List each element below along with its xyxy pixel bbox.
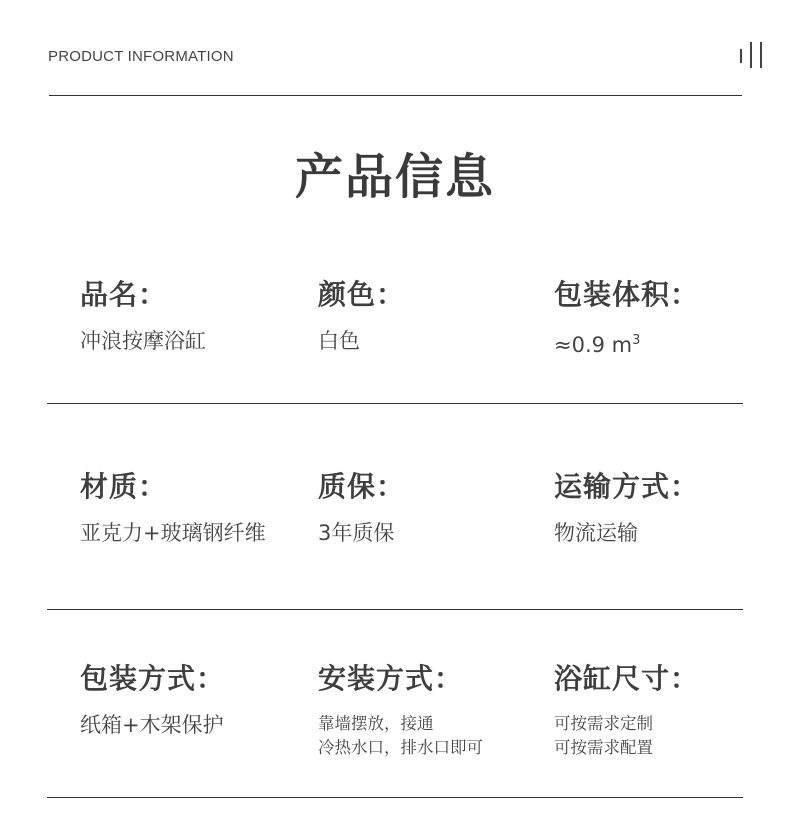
spec-value-line: 可按需求定制	[554, 714, 653, 733]
spec-label: 包装方式：	[80, 662, 226, 695]
spec-label: 包装体积：	[554, 278, 700, 311]
spec-value: 冲浪按摩浴缸	[80, 329, 206, 353]
page-title: 产品信息	[294, 149, 495, 205]
spec-value	[554, 712, 699, 760]
spec-installation	[318, 662, 483, 760]
row-divider	[47, 797, 743, 798]
spec-label: 质保：	[318, 470, 406, 503]
spec-value: 3年质保	[318, 521, 395, 545]
volume-value: ≈0.9 m	[554, 333, 633, 357]
spec-value-line: 靠墙摆放，接通	[318, 714, 434, 733]
spec-label: 安装方式：	[318, 662, 464, 695]
spec-value-line: 可按需求配置	[554, 738, 653, 757]
spec-value	[318, 712, 483, 760]
spec-label: 浴缸尺寸：	[554, 662, 700, 695]
spec-material	[80, 470, 266, 548]
spec-shipping	[554, 470, 699, 548]
spec-tub-size	[554, 662, 699, 760]
spec-label: 颜色：	[318, 278, 406, 311]
vertical-bars-icon	[738, 42, 764, 68]
spec-value	[554, 326, 699, 360]
spec-value: 物流运输	[554, 521, 638, 545]
section-label: PRODUCT INFORMATION	[48, 48, 234, 65]
spec-warranty	[318, 470, 405, 548]
spec-product-name	[80, 278, 206, 356]
spec-value: 亚克力+玻璃钢纤维	[80, 521, 266, 545]
spec-value: 白色	[318, 329, 360, 353]
spec-package-volume	[554, 278, 699, 360]
spec-label: 品名：	[80, 278, 168, 311]
row-divider	[47, 403, 743, 404]
spec-label: 材质：	[80, 470, 168, 503]
spec-label: 运输方式：	[554, 470, 700, 503]
row-divider	[47, 609, 743, 610]
header-divider	[49, 95, 742, 96]
volume-unit-exponent: 3	[632, 333, 641, 348]
spec-value-line: 冷热水口，排水口即可	[318, 738, 483, 757]
spec-value: 纸箱+木架保护	[80, 713, 224, 737]
spec-packaging	[80, 662, 225, 740]
spec-color	[318, 278, 405, 356]
